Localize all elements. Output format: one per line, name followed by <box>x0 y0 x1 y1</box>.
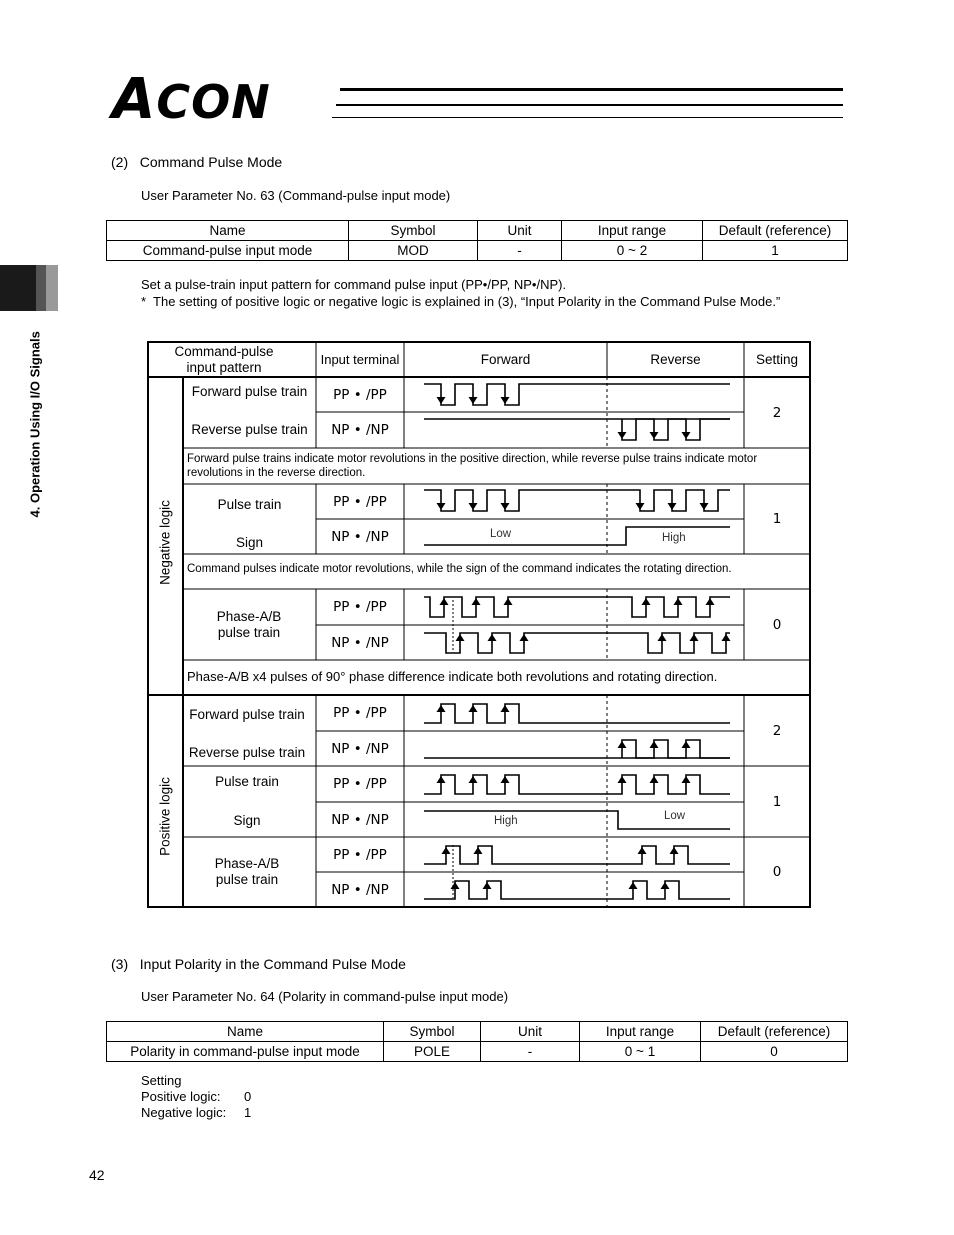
neg-phase-a-wave-edge-arrow <box>642 598 651 605</box>
neg-pulse-wave-edge-arrow <box>700 503 709 510</box>
positive-logic-value: 0 <box>244 1089 252 1104</box>
cell-unit: - <box>478 241 562 261</box>
neg-pulse-wave-edge-arrow <box>668 503 677 510</box>
pole-param-table <box>106 1021 848 1062</box>
pos-b1-pp-terminal: PP • /PP <box>333 705 387 721</box>
neg-rev-wave <box>622 419 730 440</box>
neg-phase-a-wave-edge-arrow <box>706 598 715 605</box>
pos-rev-pulse-label: Reverse pulse train <box>188 745 306 760</box>
neg-phase-b-wave-edge-arrow <box>456 634 465 641</box>
neg-phase-b-wave-edge-arrow <box>520 634 529 641</box>
neg-sign-label: Sign <box>235 534 264 550</box>
header-unit: Unit <box>478 221 562 241</box>
neg-phase-b-wave-edge-arrow <box>722 634 731 641</box>
negative-logic-label: Negative logic <box>157 500 173 585</box>
header-input-range: Input range <box>562 221 703 241</box>
neg-phase-a-wave-edge-arrow <box>504 598 513 605</box>
pos-setting-1: 1 <box>772 793 782 810</box>
positive-logic-text: Positive logic: <box>141 1089 221 1104</box>
pos-rev-wave <box>622 740 730 758</box>
neg-note1: Forward pulse trains indicate motor revolutions in the positive direction, while reverse pulse trains indicate motor revolutions in the reverse direction. <box>187 453 758 479</box>
neg-b3-pp-terminal: PP • /PP <box>333 599 387 615</box>
negative-logic-text: Negative logic: <box>141 1105 227 1120</box>
neg-b2-pp-terminal: PP • /PP <box>333 493 387 510</box>
pos-phase-a-wave <box>424 846 730 864</box>
neg-note2: Command pulses indicate motor revolutions, while the sign of the command indicates the rotating direction. <box>187 563 732 575</box>
pos-fwd-wave-edge-arrow <box>469 705 478 712</box>
pos-phase-a-wave-edge-arrow <box>474 847 483 854</box>
cell-default: 1 <box>703 241 848 261</box>
positive-logic-label: Positive logic <box>157 777 173 856</box>
header-symbol: Symbol <box>384 1022 481 1042</box>
neg-fwd-wave-edge-arrow <box>501 397 510 404</box>
negative-logic-value: 1 <box>244 1105 252 1120</box>
pos-pulse-wave-edge-arrow <box>501 776 510 783</box>
pos-pulse-wave-edge-arrow <box>618 776 627 783</box>
header-name: Name <box>107 1022 384 1042</box>
pos-phase-b-wave-edge-arrow <box>629 882 638 889</box>
pos-phase-b-wave-edge-arrow <box>661 882 670 889</box>
header-terminal: Input terminal <box>320 351 400 367</box>
section2-heading: (2) Command Pulse Mode <box>111 154 283 170</box>
pos-phase-a-wave-edge-arrow <box>442 847 451 854</box>
section2-param-line: User Parameter No. 63 (Command-pulse input mode) <box>141 188 451 203</box>
section3-heading: (3) Input Polarity in the Command Pulse Mode <box>111 956 406 972</box>
neg-setting-1: 1 <box>772 511 782 527</box>
pos-pulse-wave <box>424 775 730 794</box>
pos-setting-2: 2 <box>772 722 782 739</box>
header-setting: Setting <box>755 351 799 367</box>
header-forward: Forward <box>480 351 531 367</box>
pos-sign-high: High <box>494 815 518 827</box>
pos-pulse-wave-edge-arrow <box>682 776 691 783</box>
neg-rev-wave-edge-arrow <box>618 432 627 439</box>
pos-pulse-wave-edge-arrow <box>469 776 478 783</box>
neg-phase-b-wave-edge-arrow <box>488 634 497 641</box>
neg-phase-a-wave <box>424 597 730 617</box>
neg-setting-0: 0 <box>772 616 782 633</box>
neg-fwd-wave <box>424 384 730 405</box>
neg-sign-high: High <box>662 532 686 544</box>
pos-b3-pp-terminal: PP • /PP <box>333 846 387 863</box>
pos-phase-a-wave-edge-arrow <box>670 847 679 854</box>
pos-phase-b-wave <box>424 881 730 899</box>
cell-symbol: POLE <box>384 1042 481 1062</box>
neg-b1-np-terminal: NP • /NP <box>331 422 389 438</box>
neg-b1-pp-terminal: PP • /PP <box>333 386 387 403</box>
pos-rev-wave-edge-arrow <box>618 741 627 748</box>
header-reverse: Reverse <box>650 351 701 367</box>
pos-pulse-wave-edge-arrow <box>650 776 659 783</box>
cell-symbol: MOD <box>349 241 478 261</box>
pos-rev-wave-edge-arrow <box>682 741 691 748</box>
neg-phase-label: Phase-A/B pulse train <box>216 608 282 640</box>
neg-rev-wave-edge-arrow <box>682 432 691 439</box>
pos-pulse-wave-edge-arrow <box>437 776 446 783</box>
header-pattern: Command-pulse input pattern <box>174 343 274 375</box>
cell-unit: - <box>481 1042 580 1062</box>
neg-pulse-wave-edge-arrow <box>636 503 645 510</box>
section2-desc1: Set a pulse-train input pattern for command pulse input (PP•/PP, NP•/NP). <box>141 277 567 292</box>
page-number: 42 <box>89 1167 105 1183</box>
neg-fwd-wave-edge-arrow <box>469 397 478 404</box>
neg-b3-np-terminal: NP • /NP <box>331 634 389 651</box>
header-symbol: Symbol <box>349 221 478 241</box>
pos-fwd-wave-edge-arrow <box>437 705 446 712</box>
cell-name: Polarity in command-pulse input mode <box>107 1042 384 1062</box>
pos-setting-0: 0 <box>772 864 782 880</box>
neg-fwd-pulse-label: Forward pulse train <box>191 384 308 399</box>
pos-phase-a-wave-edge-arrow <box>638 847 647 854</box>
acon-logo: ACON <box>112 67 271 132</box>
pos-sign-label: Sign <box>233 813 261 828</box>
neg-fwd-wave-edge-arrow <box>437 397 446 404</box>
neg-pulse-wave-edge-arrow <box>501 503 510 510</box>
cell-name: Command-pulse input mode <box>107 241 349 261</box>
neg-phase-b-wave <box>424 633 730 653</box>
cell-input-range: 0 ~ 1 <box>580 1042 701 1062</box>
neg-setting-2: 2 <box>772 404 782 421</box>
pos-b2-pp-terminal: PP • /PP <box>333 776 387 792</box>
cell-default: 0 <box>701 1042 848 1062</box>
neg-rev-pulse-label: Reverse pulse train <box>191 422 308 437</box>
pos-phase-b-wave-edge-arrow <box>483 882 492 889</box>
pos-fwd-wave-edge-arrow <box>501 705 510 712</box>
pos-b1-np-terminal: NP • /NP <box>331 740 389 757</box>
section2-desc2: * The setting of positive logic or negative logic is explained in (3), “Input Polarity in the Command Pulse Mode.” <box>141 294 781 309</box>
header-unit: Unit <box>481 1022 580 1042</box>
pos-fwd-pulse-label: Forward pulse train <box>189 707 305 722</box>
chapter-side-label: 4. Operation Using I/O Signals <box>27 331 43 518</box>
header-default: Default (reference) <box>703 221 848 241</box>
neg-pulse-wave-edge-arrow <box>469 503 478 510</box>
section3-param-line: User Parameter No. 64 (Polarity in command-pulse input mode) <box>141 989 509 1004</box>
header-default: Default (reference) <box>701 1022 848 1042</box>
neg-phase-b-wave-edge-arrow <box>658 634 667 641</box>
neg-pulse-wave <box>424 490 730 511</box>
neg-phase-a-wave-edge-arrow <box>440 598 449 605</box>
pos-sign-low: Low <box>664 810 686 822</box>
pos-pulse-train-label: Pulse train <box>215 774 279 789</box>
pos-fwd-wave <box>424 704 730 723</box>
setting-label: Setting <box>141 1073 182 1088</box>
neg-pulse-train-label: Pulse train <box>217 496 282 512</box>
neg-pulse-wave-edge-arrow <box>437 503 446 510</box>
pos-phase-b-wave-edge-arrow <box>451 882 460 889</box>
neg-rev-wave-edge-arrow <box>650 432 659 439</box>
header-name: Name <box>107 221 349 241</box>
pos-phase-label: Phase-A/B pulse train <box>214 856 280 887</box>
pos-rev-wave-edge-arrow <box>650 741 659 748</box>
neg-b2-np-terminal: NP • /NP <box>331 528 389 545</box>
cell-input-range: 0 ~ 2 <box>562 241 703 261</box>
pos-b3-np-terminal: NP • /NP <box>331 881 389 898</box>
neg-phase-a-wave-edge-arrow <box>674 598 683 605</box>
neg-note3: Phase-A/B x4 pulses of 90° phase difference indicate both revolutions and rotating direction. <box>187 669 718 684</box>
neg-phase-a-wave-edge-arrow <box>472 598 481 605</box>
neg-phase-b-wave-edge-arrow <box>690 634 699 641</box>
header-input-range: Input range <box>580 1022 701 1042</box>
pos-b2-np-terminal: NP • /NP <box>331 811 389 828</box>
neg-sign-low: Low <box>490 528 512 540</box>
